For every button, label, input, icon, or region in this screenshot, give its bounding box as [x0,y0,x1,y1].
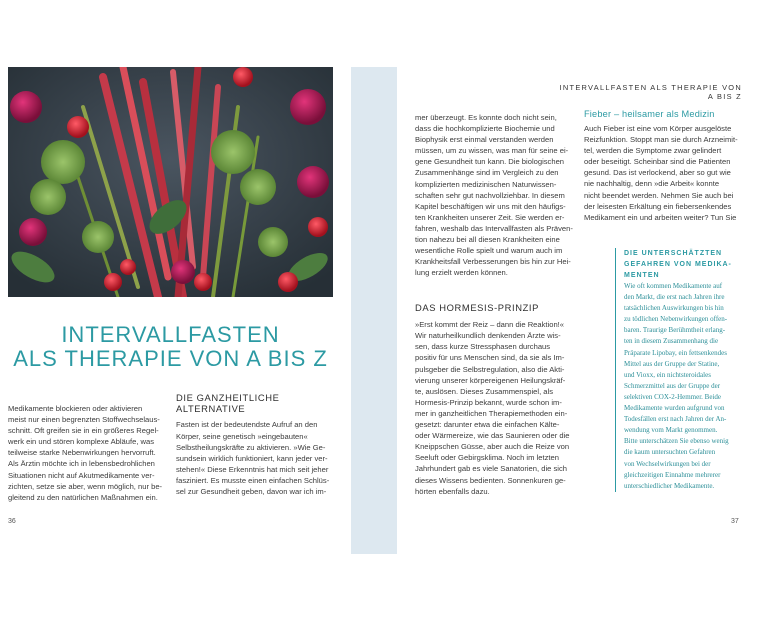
text-line: lung erzielt werden können. [415,268,508,278]
text-line: fahren, weshalb das Intervallfasten als Präven- [415,223,573,233]
text-line: nie nachhaltig, denn »die Arbeit« konnte [584,179,720,189]
text-line: Mittel aus der Gruppe der Statine, [624,359,720,368]
text-line: vierung unserer körpereigenen Heilungskräf- [415,375,566,385]
text-line: müssen, um zu wissen, was man für seine ei- [415,146,569,156]
text-line: oder beseitigt. Scheinbar sind die Patienten [584,157,731,167]
text-line: Auch Fieber ist eine vom Körper ausgelöste [584,124,732,133]
text-line: sundsein wirklich funktioniert, kann jeder ver- [176,453,328,463]
text-line: dieses Wissens bedienten. Sonnenkuren ge- [415,475,566,485]
text-line: gesund. Das ist verlockend, aber so gut wie [584,168,731,178]
text-line: wesentliche Rolle spielt und warum auch im [415,246,563,256]
text-line: Präparate Lipobay, ein fettsenkendes [624,348,727,357]
fieber-heading: Fieber – heilsamer als Medizin [584,109,715,119]
book-spine [351,67,397,554]
text-line: gene Gesundheit tun kann. Die biologischen [415,157,565,167]
text-line: Kneippschen Güsse, aber auch die Reize von [415,442,570,452]
text-line: meist nur einen begrenzten Stoffwechselaus- [8,415,160,425]
text-line: komplizierten medizinischen Naturwissen- [415,179,557,189]
text-line: Medikamente wurden aufgrund von [624,404,725,413]
text-line: ten Krankheiten unserer Zeit. Sie werden er- [415,212,565,222]
text-line: Als Ärztin möchte ich in lebensbedrohlichen [8,459,155,469]
text-line: baren. Traurige Berühmtheit erlang- [624,326,726,335]
page-number-right: 37 [731,518,739,525]
text-line: Selbstheilungskräfte zu aktivieren. »Wie Ge- [176,442,326,452]
text-line: sel zur Gesundheit geben, davon war ich im- [176,486,327,496]
text-line: die kaum untersuchten Gefahren [624,448,716,457]
text-line: tion nahezu bei all diesen Krankheiten eine [415,235,560,245]
text-line: Zusammenhänge sind im Vergleich zu den [415,168,559,178]
text-line: wendung vom Markt genommen. [624,426,718,435]
page-number-left: 36 [8,518,16,525]
fieber-section [584,108,749,223]
text-line: gesetzt: darunter etwa die einfachen Kälte- [415,420,560,430]
text-line: Hormesis-Prinzip bekannt, wurde schon im- [415,397,562,407]
text-line: Krankheitsfall Verbesserungen bis hin zur Hei- [415,257,571,267]
text-line: teilweise starke Nebenwirkungen hervorruft. [8,448,156,458]
text-line: Todesfällen erst nach Jahren der An- [624,415,727,424]
text-line: selektiven COX-2-Hemmer. Beide [624,392,722,401]
text-line: Körper, seine genetisch »eingebauten« [176,431,308,441]
text-line: pulsgeber die Selbstregulation, also die Akti- [415,364,565,374]
text-line: sen, dass kurze Stressphasen durchaus [415,342,551,352]
text-line: Reizfunktion. Stoppt man sie durch Arzneimit- [584,135,738,145]
text-line: oder Wärmereize, wie das Saunieren oder die [415,431,570,441]
text-line: der leisesten Erkältung ein fiebersenkendes [584,201,732,211]
text-line: Fasten ist der bedeutendste Aufruf an den [176,420,318,430]
text-line: Kapitel beschäftigen wir uns mit den häufigs- [415,201,566,211]
text-line: hörten ebenfalls dazu. [415,486,490,496]
vegetables-photo [8,67,333,297]
text-line: schnitt. Oft greifen sie in ein größeres Regel- [8,426,159,436]
text-line: Biophysik erst einmal verstanden werden [415,135,554,145]
chapter-title [8,323,333,371]
alternative-section [176,392,341,497]
intro-text [8,403,168,503]
text-line: fasziniert. Es musste einen einfachen Schlüs- [176,475,330,485]
text-line: von Wechselwirkungen bei der [624,459,711,468]
medication-dangers-sidebar [615,248,754,492]
intro-continued-text [415,112,580,278]
running-head: INTERVALLFASTEN ALS THERAPIE VON A BIS Z [559,83,742,101]
alternative-heading-line2: ALTERNATIVE [176,403,246,415]
text-line: ten in diesem Zusammenhang die [624,337,719,346]
text-line: zichten, setze sie aber, wenn möglich, nur be- [8,481,163,491]
text-line: und Vioxx, ein nichtsteroidales [624,370,711,379]
text-line: unterschiedlicher Medikamente. [624,481,715,490]
text-line: den Markt, die erst nach Jahren ihre [624,293,725,302]
text-line: Medikamente blockieren oder aktivieren [8,404,143,413]
text-line: positiv für uns Menschen sind, da sie als Im- [415,353,565,363]
text-line: dass die hochkomplizierte Biochemie und [415,124,555,134]
chapter-title-line2: ALS THERAPIE VON A BIS Z [13,346,328,371]
chapter-title-line1: INTERVALLFASTEN [61,322,280,347]
sidebar-heading-line1: DIE UNTERSCHÄTZTEN [624,250,723,257]
alternative-heading-line1: DIE GANZHEITLICHE [176,392,280,403]
text-line: »Erst kommt der Reiz – dann die Reaktion!« [415,320,564,330]
text-line: stehen!« Diese Erkenntnis hat mich seit jeher [176,464,329,474]
text-line: Seeluft oder Gebirgsklima. Noch im letzten [415,453,559,463]
text-line: gleitend zu den natürlichen Maßnahmen ein. [8,492,158,502]
text-line: zu tödlichen Nebenwirkungen offen- [624,315,728,324]
text-line: gleichzeitigen Einnahme mehrerer [624,470,721,479]
text-line: Jahrhundert gab es viele Sanatorien, die sich [415,464,567,474]
text-line: Bitte unterschätzen Sie ebenso wenig [624,437,729,446]
sidebar-heading-line3: MENTEN [624,272,660,279]
text-line: mer überzeugt. Es konnte doch nicht sein, [415,113,557,122]
hormesis-heading: DAS HORMESIS-PRINZIP [415,302,539,313]
text-line: tatsächlichen Auswirkungen bis hin [624,304,724,313]
text-line: nicht beendet werden. Nehmen Sie auch bei [584,190,734,200]
text-line: Wie oft kommen Medikamente auf [624,282,723,290]
text-line: Medikament ein und arbeiten weiter? Tun Sie [584,212,737,222]
text-line: te, auslösen. Dieses Zusammenspiel, als [415,386,554,396]
sidebar-heading-line2: GEFAHREN VON MEDIKA- [624,261,732,268]
text-line: mer in ganzheitlichen Therapiemethoden ein- [415,408,568,418]
text-line: werk ein und stören komplexe Abläufe, was [8,437,155,447]
text-line: Schmerzmittel aus der Gruppe der [624,381,721,390]
text-line: tel, werden die Symptome zwar gelindert [584,146,722,156]
text-line: Wir naturheilkundlich denkenden Ärzte wis- [415,331,561,341]
text-line: Situationen nicht auf Akutmedikamente ver- [8,470,155,480]
text-line: schaften sehr gut nachvollziehbar. In diesem [415,190,565,200]
hormesis-section [415,302,580,497]
